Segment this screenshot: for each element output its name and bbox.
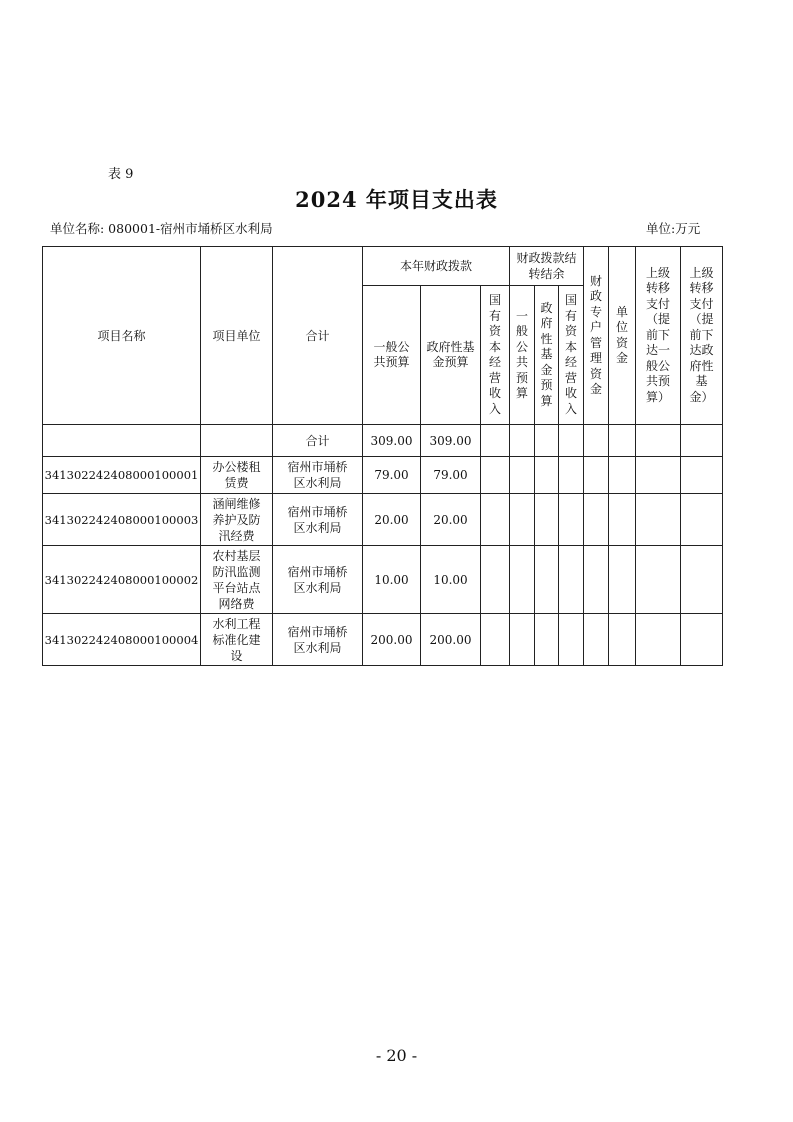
superior-fund-label: 上级转移支付（提前下达政府性基金） bbox=[689, 265, 714, 404]
row-general-public: 20.00 bbox=[363, 494, 421, 546]
project-unit-text: 宿州市埇桥区水利局 bbox=[287, 564, 348, 595]
table-label: 表 9 bbox=[108, 167, 134, 182]
header-fiscal-special bbox=[584, 247, 609, 425]
unit-of-measure: 单位:万元 bbox=[646, 221, 701, 236]
project-unit-text: 宿州市埇桥区水利局 bbox=[287, 624, 348, 655]
empty-cell bbox=[510, 494, 535, 546]
empty-cell bbox=[535, 546, 559, 614]
empty-cell bbox=[535, 494, 559, 546]
header-co-state-capital bbox=[559, 286, 584, 425]
empty-cell bbox=[584, 546, 609, 614]
general-public-label: 一般公共预算 bbox=[373, 339, 410, 369]
project-code: 341302242408000100001 bbox=[43, 457, 201, 494]
header-project-unit: 项目单位 bbox=[201, 247, 273, 425]
project-code: 341302242408000100004 bbox=[43, 614, 201, 666]
table-row bbox=[43, 457, 723, 494]
summary-empty-code bbox=[43, 425, 201, 457]
empty-cell bbox=[510, 425, 535, 457]
project-unit bbox=[273, 546, 363, 614]
unit-funds-label: 单位资金 bbox=[616, 304, 629, 365]
empty-cell bbox=[481, 614, 510, 666]
summary-gov-fund: 309.00 bbox=[421, 425, 481, 457]
empty-cell bbox=[636, 457, 681, 494]
empty-cell bbox=[481, 546, 510, 614]
empty-cell bbox=[636, 614, 681, 666]
empty-cell bbox=[584, 457, 609, 494]
project-unit-text: 宿州市埇桥区水利局 bbox=[287, 460, 348, 490]
empty-cell bbox=[559, 425, 584, 457]
table-row bbox=[43, 546, 723, 614]
empty-cell bbox=[636, 546, 681, 614]
header-general-public bbox=[363, 286, 421, 425]
row-gov-fund: 10.00 bbox=[421, 546, 481, 614]
empty-cell bbox=[609, 457, 636, 494]
project-unit bbox=[273, 494, 363, 546]
row-general-public: 200.00 bbox=[363, 614, 421, 666]
project-unit bbox=[273, 614, 363, 666]
project-expenditure-table bbox=[42, 246, 723, 666]
table-row bbox=[43, 614, 723, 666]
empty-cell bbox=[481, 425, 510, 457]
empty-cell bbox=[535, 614, 559, 666]
row-gov-fund: 200.00 bbox=[421, 614, 481, 666]
empty-cell bbox=[609, 614, 636, 666]
empty-cell bbox=[681, 425, 723, 457]
co-gov-fund-label: 政府性基金预算 bbox=[540, 300, 553, 408]
row-gov-fund: 20.00 bbox=[421, 494, 481, 546]
project-unit bbox=[273, 457, 363, 494]
project-name bbox=[201, 546, 273, 614]
project-unit-text: 宿州市埇桥区水利局 bbox=[287, 504, 348, 535]
project-name bbox=[201, 494, 273, 546]
header-co-general bbox=[510, 286, 535, 425]
empty-cell bbox=[609, 425, 636, 457]
empty-cell bbox=[510, 457, 535, 494]
empty-cell bbox=[584, 614, 609, 666]
header-gov-fund bbox=[421, 286, 481, 425]
project-code: 341302242408000100003 bbox=[43, 494, 201, 546]
page-number: - 20 - bbox=[375, 1046, 418, 1065]
summary-empty-unit bbox=[201, 425, 273, 457]
header-state-capital bbox=[481, 286, 510, 425]
empty-cell bbox=[510, 546, 535, 614]
project-name-text: 水利工程标准化建设 bbox=[212, 616, 261, 663]
project-name-text: 涵闸维修养护及防汛经费 bbox=[212, 496, 261, 543]
header-project-name: 项目名称 bbox=[43, 247, 201, 425]
superior-general-label: 上级转移支付（提前下达一般公共预算） bbox=[645, 265, 670, 404]
project-name bbox=[201, 457, 273, 494]
header-superior-general bbox=[636, 247, 681, 425]
co-general-label: 一般公共预算 bbox=[516, 308, 529, 400]
project-name-text: 办公楼租赁费 bbox=[212, 460, 261, 490]
empty-cell bbox=[535, 425, 559, 457]
table-row bbox=[43, 494, 723, 546]
project-name-text: 农村基层防汛监测平台站点网络费 bbox=[212, 548, 261, 611]
empty-cell bbox=[609, 546, 636, 614]
row-general-public: 79.00 bbox=[363, 457, 421, 494]
summary-label: 合计 bbox=[273, 425, 363, 457]
empty-cell bbox=[559, 494, 584, 546]
project-code: 341302242408000100002 bbox=[43, 546, 201, 614]
empty-cell bbox=[481, 457, 510, 494]
header-total: 合计 bbox=[273, 247, 363, 425]
header-current-year-group: 本年财政拨款 bbox=[363, 247, 510, 286]
empty-cell bbox=[636, 494, 681, 546]
empty-cell bbox=[559, 614, 584, 666]
empty-cell bbox=[559, 546, 584, 614]
co-state-capital-label: 国有资本经营收入 bbox=[565, 293, 578, 416]
empty-cell bbox=[584, 425, 609, 457]
header-superior-fund bbox=[681, 247, 723, 425]
unit-name: 单位名称: 080001-宿州市埇桥区水利局 bbox=[50, 221, 273, 236]
empty-cell bbox=[559, 457, 584, 494]
summary-general-public: 309.00 bbox=[363, 425, 421, 457]
carryover-label: 财政拨款结转结余 bbox=[516, 251, 577, 281]
row-gov-fund: 79.00 bbox=[421, 457, 481, 494]
empty-cell bbox=[609, 494, 636, 546]
empty-cell bbox=[681, 614, 723, 666]
empty-cell bbox=[681, 457, 723, 494]
project-name bbox=[201, 614, 273, 666]
header-co-gov-fund bbox=[535, 286, 559, 425]
empty-cell bbox=[681, 494, 723, 546]
header-unit-funds bbox=[609, 247, 636, 425]
empty-cell bbox=[636, 425, 681, 457]
row-general-public: 10.00 bbox=[363, 546, 421, 614]
empty-cell bbox=[510, 614, 535, 666]
empty-cell bbox=[535, 457, 559, 494]
fiscal-special-label: 财政专户管理资金 bbox=[590, 273, 603, 396]
page-title: 2024 年项目支出表 bbox=[295, 187, 498, 212]
gov-fund-label: 政府性基金预算 bbox=[426, 339, 475, 369]
state-capital-label: 国有资本经营收入 bbox=[489, 293, 502, 416]
empty-cell bbox=[681, 546, 723, 614]
empty-cell bbox=[481, 494, 510, 546]
empty-cell bbox=[584, 494, 609, 546]
summary-row bbox=[43, 425, 723, 457]
header-carryover-group bbox=[510, 247, 584, 286]
